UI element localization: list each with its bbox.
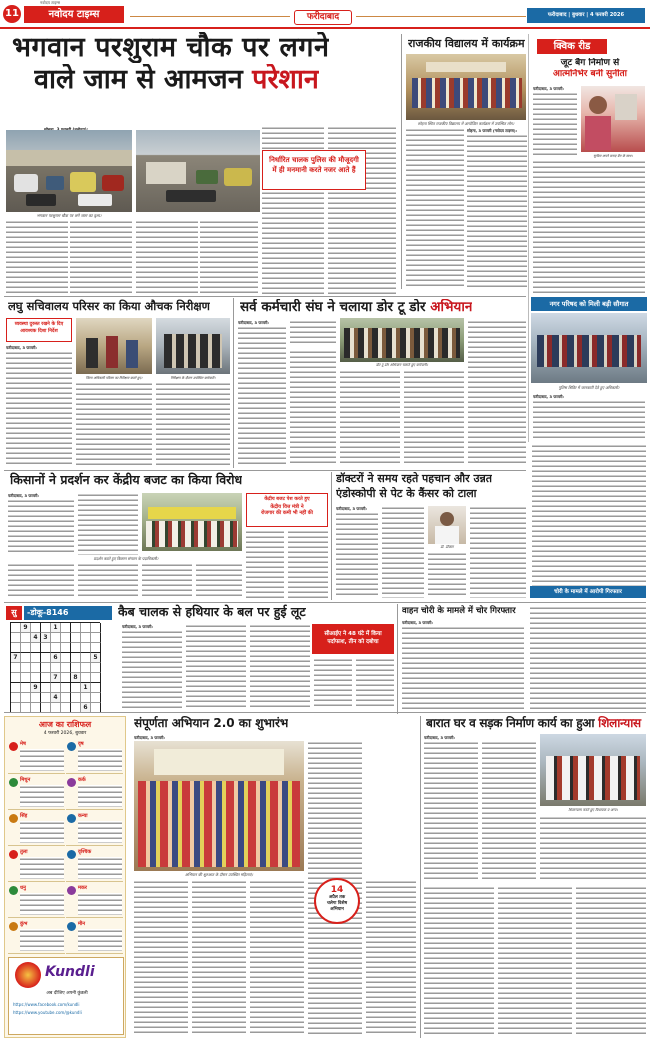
horoscope-sign xyxy=(66,919,123,954)
horoscope-sign xyxy=(8,775,65,810)
zodiac-icon xyxy=(9,886,18,895)
sampoornata-caption: अभियान की शुरुआत के दौरान उपस्थित महिलाएं। xyxy=(184,872,254,877)
sudoku-cell: 7 xyxy=(11,653,21,663)
sudoku-cell: 1 xyxy=(81,683,91,693)
sudoku-cell xyxy=(61,683,71,693)
horoscope-sign xyxy=(66,883,123,918)
sudoku-cell xyxy=(41,683,51,693)
zodiac-icon xyxy=(9,922,18,931)
lead-photo-road xyxy=(136,130,260,212)
sudoku-cell xyxy=(91,683,101,693)
sudoku-cell xyxy=(41,663,51,673)
sudoku-cell xyxy=(11,663,21,673)
lead-headline-highlight: परेशान xyxy=(252,64,319,95)
circle-line-3: चलेगा विशेष xyxy=(326,901,347,906)
sudoku-cell xyxy=(71,693,81,703)
sudoku-cell xyxy=(41,643,51,653)
sudoku-cell xyxy=(41,623,51,633)
horoscope-sign-label: मिथुन xyxy=(20,777,31,783)
kundli-ad-url2: https://www.youtube.com/@kundli xyxy=(13,1010,82,1015)
sudoku-cell xyxy=(31,693,41,703)
horoscope-sign-label: वृष xyxy=(78,741,84,747)
sudoku-cell xyxy=(11,643,21,653)
horoscope-sign-label: मीन xyxy=(78,921,86,927)
dateline: फरीदाबाद | बुधवार | 4 फरवरी 2026 xyxy=(527,8,645,23)
school-photo xyxy=(406,54,526,120)
door-headline: सर्व कर्मचारी संघ ने चलाया डोर टू डोर अभियान xyxy=(240,299,473,315)
cancer-doctor-caption: डॉ. डॉक्टर xyxy=(440,545,454,549)
sudoku-cell xyxy=(71,633,81,643)
sudoku-cell xyxy=(71,643,81,653)
farmers-kicker-box xyxy=(246,493,328,527)
horoscope-sign xyxy=(66,811,123,846)
horoscope-sign xyxy=(8,739,65,774)
sudoku-cell xyxy=(51,633,61,643)
sudoku-cell xyxy=(31,663,41,673)
horoscope-panel xyxy=(4,716,126,1038)
sudoku-cell xyxy=(21,693,31,703)
sudoku-cell xyxy=(51,643,61,653)
vehicle-byline: फरीदाबाद, 3 फरवरी: xyxy=(402,620,434,625)
sudoku-cell xyxy=(91,673,101,683)
quick-read-subheadline: नगर परिषद को मिली बड़ी सौगात xyxy=(531,297,647,311)
sudoku-cell xyxy=(41,693,51,703)
lead-photo-caption: भगवान परशुराम चौक पर लगे जाम का दृश्य। xyxy=(36,213,102,218)
sudoku-cell xyxy=(11,633,21,643)
sampoornata-circle xyxy=(314,878,360,924)
horoscope-sign xyxy=(66,739,123,774)
quick-read-label: क्विक रीड xyxy=(537,39,607,54)
vehicle-sub-headline: चोरी के मामले में आरोपी गिरफ्तार xyxy=(530,586,646,598)
lead-photo-jam xyxy=(6,130,132,212)
horoscope-sign xyxy=(8,811,65,846)
cancer-doctor-photo xyxy=(428,506,466,544)
sampoornata-byline: फरीदाबाद, 3 फरवरी: xyxy=(134,735,166,740)
sudoku-label: सु xyxy=(6,606,22,620)
sudoku-cell xyxy=(91,643,101,653)
kundli-ad-url1: https://www.facebook.com/kundli xyxy=(13,1002,80,1007)
sudoku-cell xyxy=(81,663,91,673)
zodiac-icon xyxy=(67,778,76,787)
door-photo-group xyxy=(340,318,464,362)
quick-read-byline: फरीदाबाद, 3 फरवरी: xyxy=(533,86,565,91)
sudoku-cell: 7 xyxy=(51,673,61,683)
vehicle-headline: वाहन चोरी के मामले में चोर गिरफ्तार xyxy=(402,606,516,616)
sudoku-cell: 6 xyxy=(51,653,61,663)
lead-pullquote: निर्धारित चालक पुलिस की मौजूदगी में ही मनमानी करते नजर आते हैं xyxy=(269,156,359,174)
farmers-photo-caption: प्रदर्शन करते हुए किसान संगठन के पदाधिकारी। xyxy=(93,556,159,561)
lead-pullquote-box xyxy=(262,150,366,190)
sudoku-cell xyxy=(31,653,41,663)
zodiac-icon xyxy=(9,814,18,823)
sudoku-cell xyxy=(81,653,91,663)
sudoku-cell xyxy=(61,673,71,683)
sudoku-cell: 9 xyxy=(31,683,41,693)
zodiac-icon xyxy=(67,886,76,895)
circle-line-2: अप्रैल तक xyxy=(328,895,346,900)
farmers-photo xyxy=(142,493,242,551)
quick-read-title-1: जूट बैग निर्माण से xyxy=(560,58,620,68)
horoscope-sign xyxy=(8,847,65,882)
horoscope-sign xyxy=(8,919,65,954)
sudoku-cell xyxy=(51,683,61,693)
horoscope-sign-label: तुला xyxy=(20,849,28,855)
sudoku-panel xyxy=(4,604,116,711)
secretariat-kicker: व्यवस्था दुरुस्त रखने के दिए आवश्यक दिशा निर्देश xyxy=(14,322,64,334)
sudoku-cell xyxy=(21,653,31,663)
sudoku-cell xyxy=(41,673,51,683)
sudoku-cell xyxy=(71,683,81,693)
sudoku-cell xyxy=(81,693,91,703)
farmers-headline: किसानों ने प्रदर्शन कर केंद्रीय बजट का किया विरोध xyxy=(10,472,243,487)
zodiac-icon xyxy=(9,778,18,787)
horoscope-sign-label: मेष xyxy=(20,741,26,747)
sudoku-cell xyxy=(61,653,71,663)
sudoku-cell xyxy=(21,633,31,643)
horoscope-sign-label: धनु xyxy=(20,885,26,891)
sudoku-cell xyxy=(31,673,41,683)
section-title: फरीदाबाद xyxy=(306,12,340,22)
sudoku-cell: 8 xyxy=(71,673,81,683)
sudoku-cell: 4 xyxy=(51,693,61,703)
horoscope-sign xyxy=(66,775,123,810)
paper-name: नवोदय टाइम्स xyxy=(24,6,124,23)
cab-headline: कैब चालक से हथियार के बल पर हुई लूट xyxy=(118,604,306,619)
cab-pullquote-1: सीआईए ने 48 घंटे में किया xyxy=(324,631,382,637)
sudoku-cell: 3 xyxy=(41,633,51,643)
sudoku-cell: 5 xyxy=(91,653,101,663)
horoscope-sign xyxy=(66,847,123,882)
page-number: 11 xyxy=(3,5,21,23)
zodiac-icon xyxy=(67,814,76,823)
road-photo-caption: शिलान्यास करते हुए विधायक व अन्य। xyxy=(568,808,618,812)
sudoku-cell xyxy=(41,653,51,663)
zodiac-icon xyxy=(67,850,76,859)
kundli-ad-title: Kundli xyxy=(45,964,95,980)
sudoku-cell xyxy=(81,673,91,683)
sudoku-cell xyxy=(11,623,21,633)
sudoku-cell xyxy=(81,633,91,643)
zodiac-icon xyxy=(67,742,76,751)
paper-small-top: नवोदय टाइम्स xyxy=(40,0,61,5)
sampoornata-headline: संपूर्णता अभियान 2.0 का शुभारंभ xyxy=(134,716,289,730)
secretariat-caption-right: निरीक्षण के दौरान उपस्थित कर्मचारी। xyxy=(170,376,216,380)
kundli-ad-logo xyxy=(15,962,41,988)
sudoku-cell xyxy=(11,693,21,703)
road-headline: बारात घर व सड़क निर्माण कार्य का हुआ शिलान्यास xyxy=(426,716,641,730)
school-headline: राजकीय विद्यालय में कार्यक्रम xyxy=(408,37,525,50)
road-byline: फरीदाबाद, 3 फरवरी: xyxy=(424,735,456,740)
sudoku-cell xyxy=(11,673,21,683)
quick-read-group-caption: पुलिस शिविर में जानकारी देते हुए अधिकारी। xyxy=(558,385,620,390)
secretariat-kicker-box xyxy=(6,318,72,342)
quick-read-group-photo xyxy=(531,313,647,383)
sudoku-cell xyxy=(31,623,41,633)
sudoku-cell xyxy=(61,663,71,673)
quick-read-panel xyxy=(528,34,648,442)
kundli-ad-sub: अब दीजिए अपनी कुंडली xyxy=(46,991,88,996)
secretariat-caption-left: जिला अधिकारी परिसर का निरीक्षण करते हुए। xyxy=(85,376,143,380)
door-byline: फरीदाबाद, 3 फरवरी: xyxy=(238,320,270,325)
cab-byline: फरीदाबाद, 3 फरवरी: xyxy=(122,624,154,629)
cab-pullquote-2: पर्दाफाश, तीन को दबोचा xyxy=(327,639,379,645)
section-banner xyxy=(294,10,352,25)
circle-line-1: 14 xyxy=(330,885,344,895)
sudoku-cell: 9 xyxy=(21,623,31,633)
secretariat-byline: फरीदाबाद, 3 फरवरी: xyxy=(6,345,38,350)
circle-line-4: अभियान xyxy=(330,907,344,912)
road-photo xyxy=(540,734,646,806)
sudoku-cell xyxy=(91,663,101,673)
sudoku-grid xyxy=(10,622,100,712)
school-byline: सोहना, 3 फरवरी (नवोदय टाइम्स): xyxy=(467,128,518,133)
farmers-kicker-2: केंद्रीय वित्त मंत्री ने xyxy=(270,503,304,510)
secretariat-photo-right xyxy=(156,318,230,374)
horoscope-sign-label: वृश्चिक xyxy=(78,849,92,855)
lead-headline-line1: भगवान परशुराम चौक पर लगने xyxy=(12,32,330,63)
sudoku-cell xyxy=(51,663,61,673)
zodiac-icon xyxy=(67,922,76,931)
sampoornata-photo xyxy=(134,741,304,871)
horoscope-sign-label: सिंह xyxy=(20,813,28,819)
sudoku-cell xyxy=(11,683,21,693)
cancer-headline-1: डॉक्टरों ने समय रहते पहचान और उन्नत xyxy=(336,472,493,485)
horoscope-date: 4 फरवरी 2026, बुधवार xyxy=(43,731,87,736)
sudoku-cell: 4 xyxy=(31,633,41,643)
sudoku-cell xyxy=(21,643,31,653)
cancer-byline: फरीदाबाद, 3 फरवरी: xyxy=(336,506,368,511)
school-photo-caption: सोहना स्थित राजकीय विद्यालय में आयोजित कार्यक्रम में उपस्थित लोग। xyxy=(417,121,515,126)
quick-read-photo-caption: सुनीता अपने बनाए बैग के साथ। xyxy=(593,154,633,158)
sudoku-cell xyxy=(81,623,91,633)
secretariat-photo-left xyxy=(76,318,152,374)
horoscope-sign xyxy=(8,883,65,918)
sudoku-cell xyxy=(21,683,31,693)
quick-read-photo xyxy=(581,86,645,152)
zodiac-icon xyxy=(9,850,18,859)
sudoku-cell xyxy=(71,653,81,663)
farmers-byline: फरीदाबाद, 3 फरवरी: xyxy=(8,493,40,498)
horoscope-sign-label: कर्क xyxy=(78,777,86,783)
sudoku-cell xyxy=(61,643,71,653)
sudoku-cell xyxy=(21,673,31,683)
sudoku-cell xyxy=(61,633,71,643)
sudoku-cell xyxy=(81,643,91,653)
horoscope-sign-label: कन्या xyxy=(78,813,88,819)
masthead xyxy=(0,0,650,28)
horoscope-title: आज का राशिफल xyxy=(38,720,92,729)
sudoku-cell xyxy=(31,643,41,653)
horoscope-signs xyxy=(8,739,124,955)
door-photo-caption: डोर टू डोर अभियान चलाते हुए कर्मचारी। xyxy=(375,363,428,367)
sudoku-cell: 6 xyxy=(81,703,91,713)
horoscope-sign-label: मकर xyxy=(78,885,87,891)
secretariat-headline: लघु सचिवालय परिसर का किया औचक निरीक्षण xyxy=(8,299,210,313)
cancer-headline-2: एंडोस्कोपी से पेट के कैंसर को टाला xyxy=(336,487,477,500)
sudoku-cell xyxy=(91,633,101,643)
quick-read-byline2: फरीदाबाद, 3 फरवरी: xyxy=(533,394,565,399)
zodiac-icon xyxy=(9,742,18,751)
quick-read-title-2: आत्मनिर्भर बनीं सुनीता xyxy=(552,69,628,79)
horoscope-sign-label: कुंभ xyxy=(20,921,28,927)
sudoku-cell xyxy=(61,623,71,633)
sudoku-cell xyxy=(71,663,81,673)
sudoku-cell xyxy=(91,623,101,633)
sudoku-cell xyxy=(91,693,101,703)
sudoku-cell: 1 xyxy=(51,623,61,633)
kundli-ad xyxy=(8,957,124,1035)
sudoku-cell xyxy=(21,663,31,673)
sudoku-cell xyxy=(71,623,81,633)
farmers-kicker-3: रोजगार की कमी भी नहीं की xyxy=(261,510,313,516)
farmers-kicker-1: केंद्रीय बजट पेश करते हुए xyxy=(264,497,310,502)
sudoku-cell xyxy=(61,693,71,703)
cab-pullquote-box xyxy=(312,624,394,654)
lead-headline-line2: वाले जाम से आमजन परेशान xyxy=(34,64,319,95)
sudoku-title: -डोकू-8146 xyxy=(24,606,112,620)
